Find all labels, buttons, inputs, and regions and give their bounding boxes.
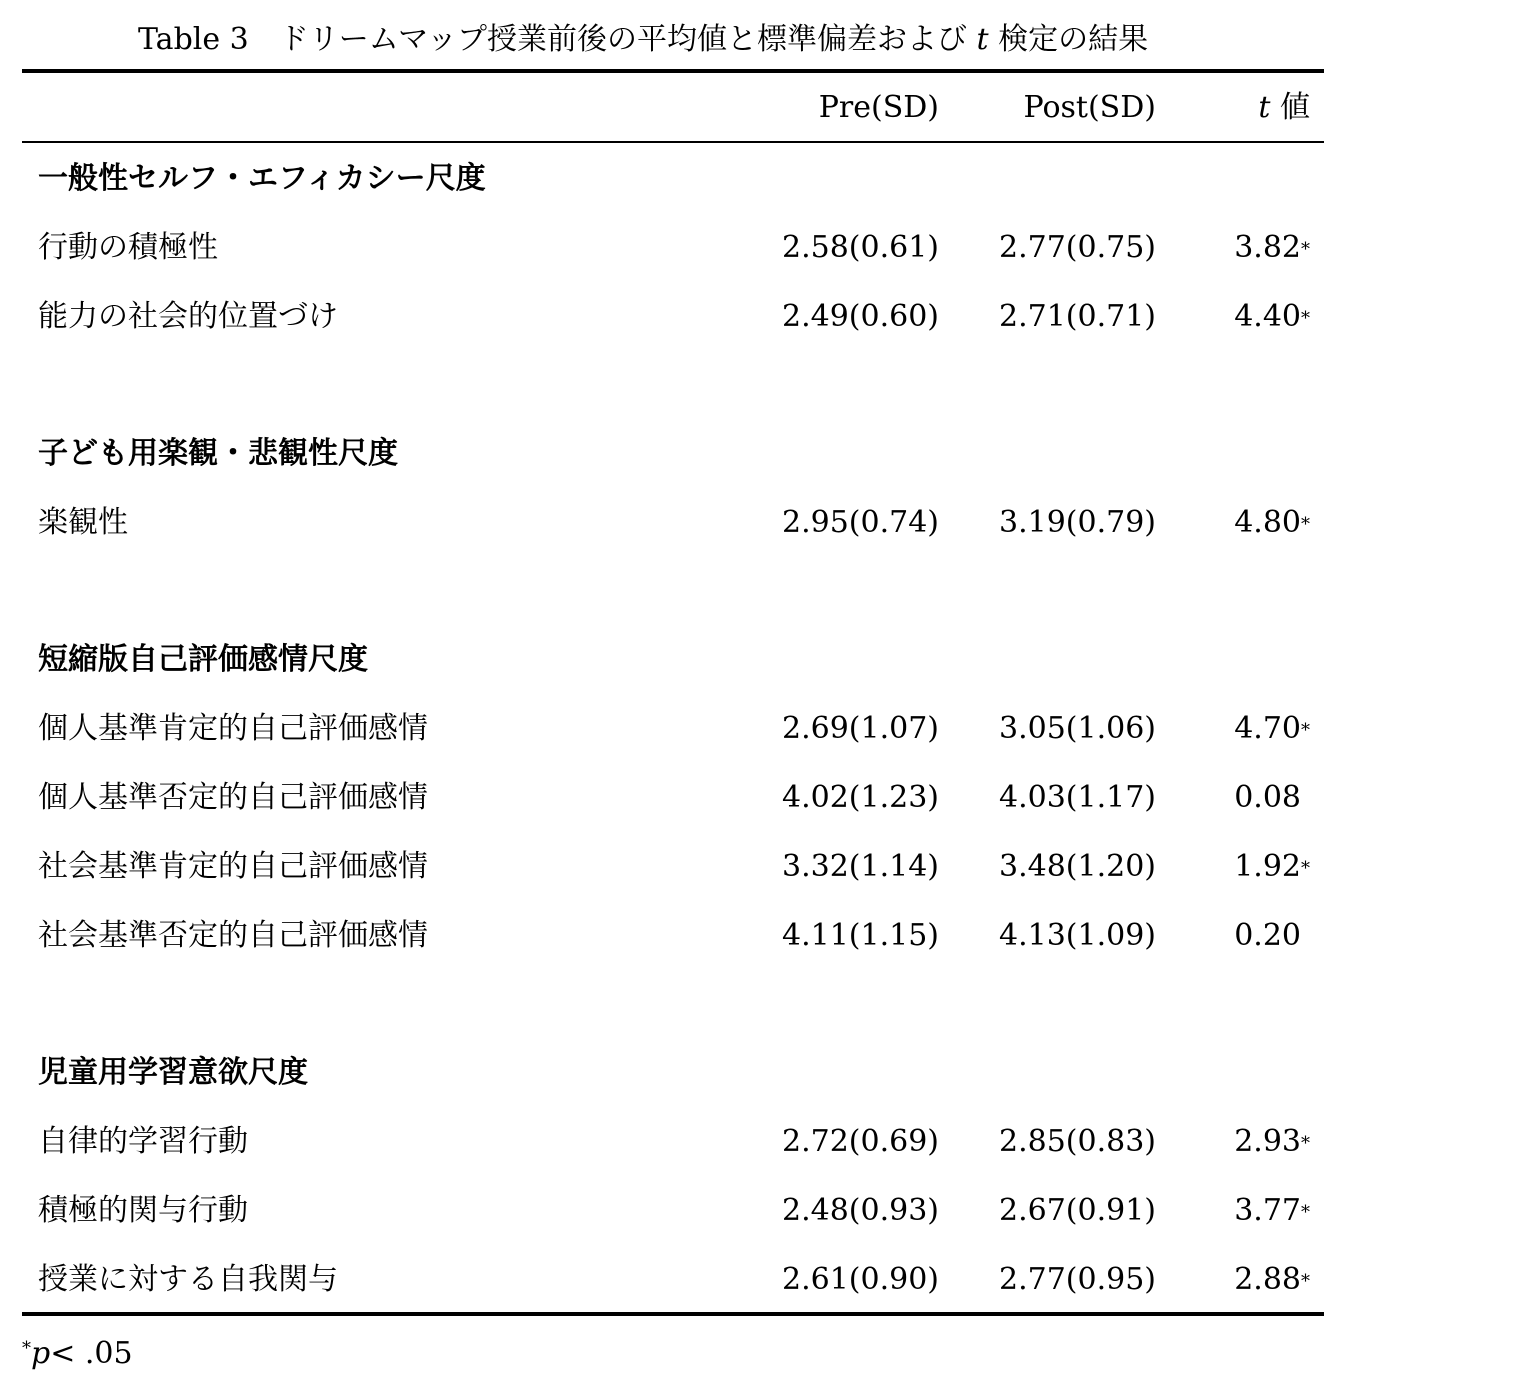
row-pre: 2.72(0.69): [781, 1124, 939, 1159]
row-post: 3.19(0.79): [998, 505, 1156, 540]
t-value: 2.93: [1234, 1124, 1301, 1159]
note-p-symbol: p: [31, 1336, 51, 1371]
row-post: 2.77(0.75): [998, 230, 1156, 265]
header-t-suffix: 値: [1270, 90, 1310, 125]
row-pre: 2.58(0.61): [781, 230, 939, 265]
section-title: 一般性セルフ・エフィカシー尺度: [38, 161, 486, 196]
row-label: 自律的学習行動: [38, 1124, 248, 1159]
significance-mark: *: [1301, 858, 1310, 879]
row-t: [1234, 1124, 1310, 1160]
significance-mark: *: [1301, 1133, 1310, 1154]
t-value: 0.20: [1234, 918, 1301, 953]
row-post: 2.77(0.95): [998, 1262, 1156, 1297]
significance-mark: *: [1301, 308, 1310, 329]
row-t: [1234, 230, 1310, 266]
t-value: 0.08: [1234, 780, 1301, 815]
significance-mark: *: [1301, 1202, 1310, 1223]
row-label: 積極的関与行動: [38, 1193, 248, 1228]
note-mark: *: [22, 1338, 31, 1359]
row-pre: 2.49(0.60): [781, 299, 939, 334]
row-pre: 2.95(0.74): [781, 505, 939, 540]
row-pre: 2.48(0.93): [781, 1193, 939, 1228]
t-value: 4.70: [1234, 711, 1301, 746]
header-post: Post(SD): [1023, 90, 1156, 125]
row-pre: 2.69(1.07): [781, 711, 939, 746]
row-t: [1234, 918, 1310, 954]
t-value: 1.92: [1234, 849, 1301, 884]
significance-mark: *: [1301, 720, 1310, 741]
row-label: 行動の積極性: [38, 230, 218, 265]
table-caption: [138, 14, 1148, 58]
row-label: 社会基準否定的自己評価感情: [38, 918, 428, 953]
table-header-rule: [22, 141, 1324, 143]
table-bottom-rule: [22, 1312, 1324, 1316]
row-pre: 4.11(1.15): [781, 918, 939, 953]
row-post: 3.48(1.20): [998, 849, 1156, 884]
t-value: 3.77: [1234, 1193, 1301, 1228]
row-pre: 2.61(0.90): [781, 1262, 939, 1297]
section-title: 子ども用楽観・悲観性尺度: [38, 436, 398, 471]
t-value: 4.80: [1234, 505, 1301, 540]
t-value: 2.88: [1234, 1262, 1301, 1297]
row-label: 個人基準否定的自己評価感情: [38, 780, 428, 815]
caption-suffix: 検定の結果: [988, 22, 1149, 57]
row-post: 2.71(0.71): [998, 299, 1156, 334]
row-t: [1234, 849, 1310, 885]
row-t: [1234, 711, 1310, 747]
row-post: 4.13(1.09): [998, 918, 1156, 953]
table-top-rule: [22, 69, 1324, 73]
row-post: 4.03(1.17): [998, 780, 1156, 815]
row-pre: 4.02(1.23): [781, 780, 939, 815]
row-label: 個人基準肯定的自己評価感情: [38, 711, 428, 746]
header-pre: Pre(SD): [818, 90, 939, 125]
row-t: [1234, 1262, 1310, 1298]
note-text: < .05: [50, 1336, 133, 1371]
row-t: [1234, 780, 1310, 816]
row-label: 能力の社会的位置づけ: [38, 299, 338, 334]
significance-mark: *: [1301, 239, 1310, 260]
row-pre: 3.32(1.14): [781, 849, 939, 884]
significance-mark: *: [1301, 514, 1310, 535]
significance-note: [22, 1336, 133, 1371]
caption-prefix: Table 3 ドリームマップ授業前後の平均値と標準偏差および: [138, 22, 977, 57]
row-post: 3.05(1.06): [998, 711, 1156, 746]
row-post: 2.67(0.91): [998, 1193, 1156, 1228]
significance-mark: *: [1301, 1271, 1310, 1292]
row-label: 社会基準肯定的自己評価感情: [38, 849, 428, 884]
row-t: [1234, 299, 1310, 335]
row-label: 授業に対する自我関与: [38, 1262, 338, 1297]
section-title: 短縮版自己評価感情尺度: [38, 642, 368, 677]
caption-t-symbol: t: [976, 22, 989, 57]
row-t: [1234, 505, 1310, 541]
row-label: 楽観性: [38, 505, 128, 540]
header-t-symbol: t: [1258, 90, 1271, 125]
t-value: 3.82: [1234, 230, 1301, 265]
header-t-value: [1258, 90, 1310, 126]
row-post: 2.85(0.83): [998, 1124, 1156, 1159]
section-title: 児童用学習意欲尺度: [38, 1055, 308, 1090]
row-t: [1234, 1193, 1310, 1229]
t-value: 4.40: [1234, 299, 1301, 334]
